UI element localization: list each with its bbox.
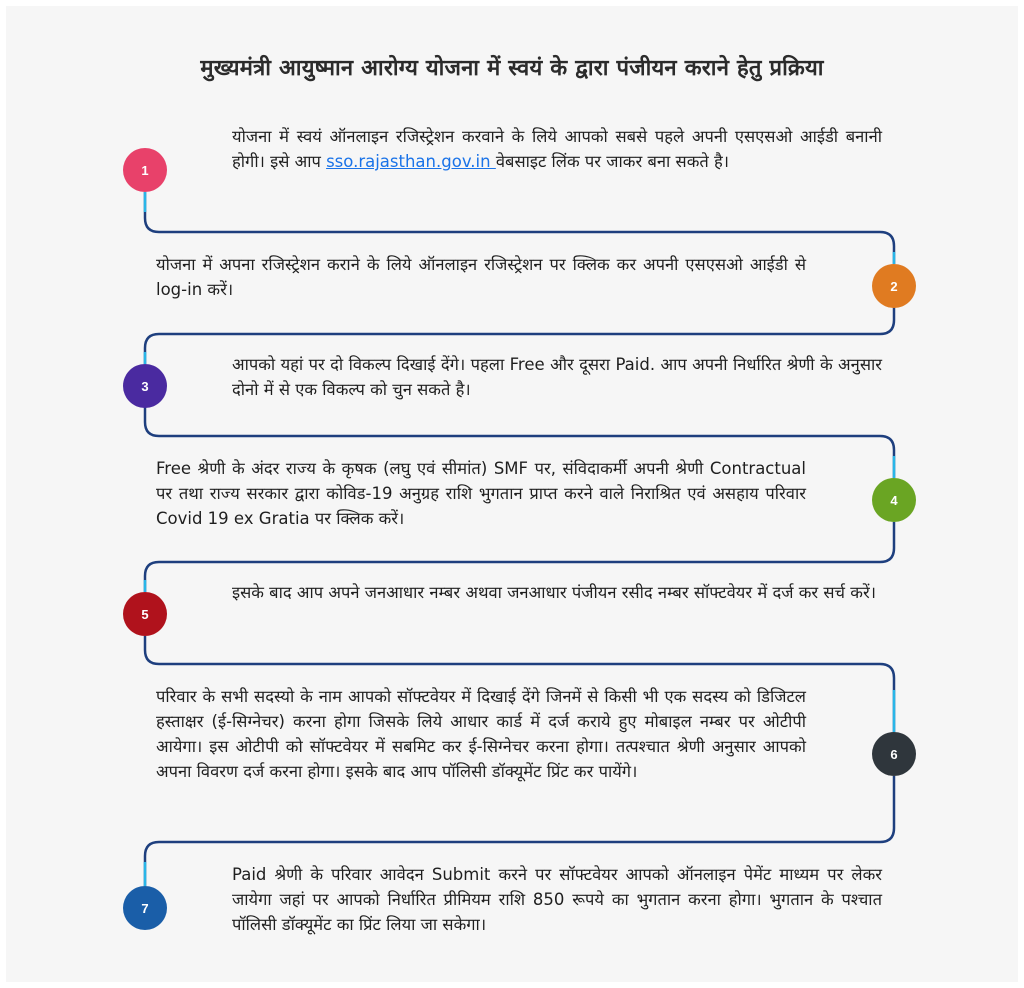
step-number: 1 [141,162,149,178]
sso-website-link[interactable]: sso.rajasthan.gov.in [326,152,496,171]
step-5-text: इसके बाद आप अपने जनआधार नम्बर अथवा जनआधार पंजीयन रसीद नम्बर सॉफ्टवेयर में दर्ज कर सर्च करें। [232,583,876,602]
step-3-badge [123,364,167,408]
page-title: मुख्यमंत्री आयुष्मान आरोग्य योजना में स्वयं के द्वारा पंजीयन कराने हेतु प्रक्रिया [200,56,824,81]
step-6-text: परिवार के सभी सदस्यो के नाम आपको सॉफ्टवेयर में दिखाई देंगे जिनमें से किसी भी एक सदस्य को डिजिटल हस्ताक्षर (ई-सिग्नेचर) करना होगा जिसके लिये आधार कार्ड में दर्ज कराये हुए मोबाइल नम्बर पर ओटीपी आयेगा। इस ओटीपी को सॉफ्टवेयर में सबमिट कर ई-सिग्नेचर करना होगा। तत्पश्चात श्रेणी अनुसार आपको अपना विवरण दर्ज करना होगा। इसके बाद आप पॉलिसी डॉक्यूमेंट प्रिंट कर पायेंगे। [156,687,806,781]
step-number: 4 [890,492,898,508]
step-number: 5 [141,606,149,622]
step-5-badge [123,592,167,636]
step-7-text: Paid श्रेणी के परिवार आवेदन Submit करने पर सॉफ्टवेयर आपको ऑनलाइन पेमेंट माध्यम पर लेकर जायेगा जहां पर आपको निर्धारित प्रीमियम राशि 850 रूपये का भुगतान करना होगा। भुगतान के पश्चात पॉलिसी डॉक्यूमेंट का प्रिंट लिया जा सकेगा। [232,865,882,934]
step-3-text: आपको यहां पर दो विकल्प दिखाई देंगे। पहला Free और दूसरा Paid. आप अपनी निर्धारित श्रेणी के अनुसार दोनो में से एक विकल्प को चुन सकते है। [232,355,882,399]
step-number: 3 [141,378,149,394]
step-6-badge [872,732,916,776]
step-4-text: Free श्रेणी के अंदर राज्य के कृषक (लघु एवं सीमांत) SMF पर, संविदाकर्मी अपनी श्रेणी Contractual पर तथा राज्य सरकार द्वारा कोविड-19 अनुग्रह राशि भुगतान प्राप्त करने वाले निराश्रित एवं असहाय परिवार Covid 19 ex Gratia पर क्लिक करें। [156,459,806,528]
step-7-badge [123,886,167,930]
step-2-badge [872,264,916,308]
step-1-text [232,124,882,174]
step-2-text: योजना में अपना रजिस्ट्रेशन कराने के लिये ऑनलाइन रजिस्ट्रेशन पर क्लिक कर अपनी एसएसओ आईडी से log-in करें। [156,255,806,299]
step-number: 2 [890,278,898,294]
step-4-badge [872,478,916,522]
step-1-text-before: योजना में स्वयं ऑनलाइन रजिस्ट्रेशन करवाने के लिये आपको सबसे पहले अपनी एसएसओ आईडी बनानी होगी। इसे आप [232,127,882,171]
step-number: 7 [141,900,149,916]
step-1-text-after: वेबसाइट लिंक पर जाकर बना सकते है। [495,152,730,171]
step-number: 6 [890,746,898,762]
step-1-badge [123,148,167,192]
